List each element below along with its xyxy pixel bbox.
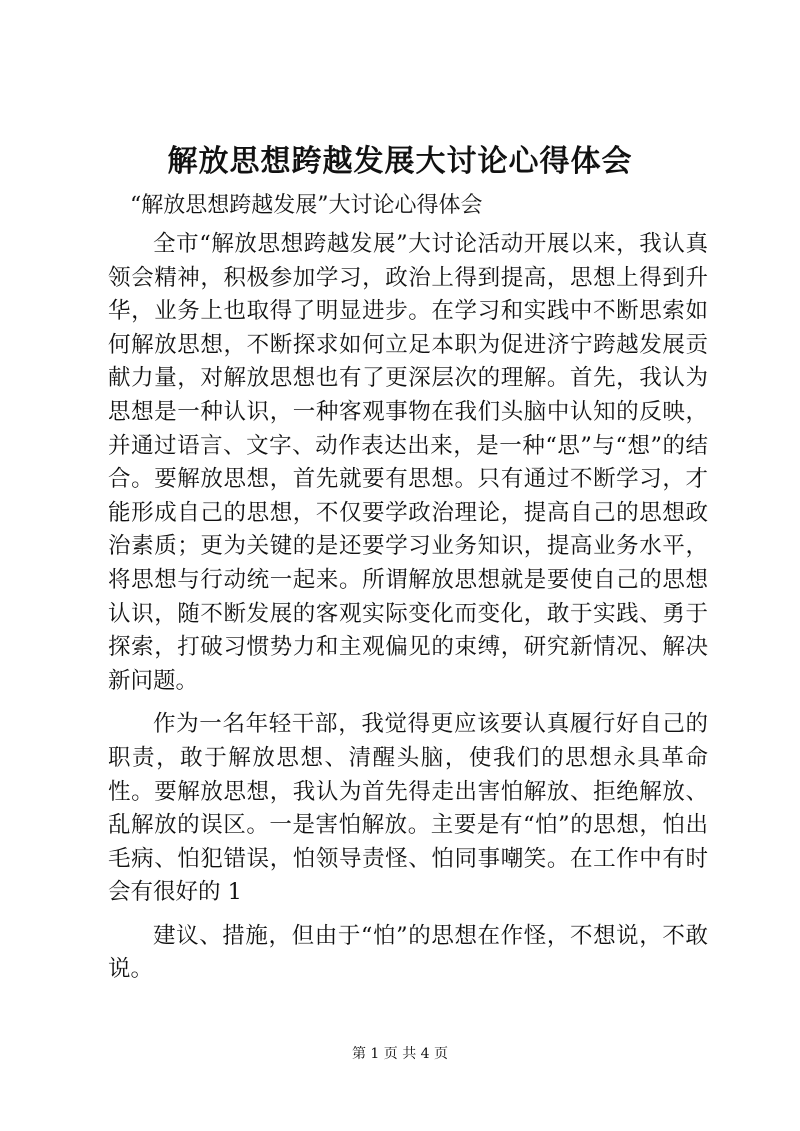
document-body <box>108 228 708 987</box>
paragraph-3: 建议、措施，但由于“怕”的思想在作怪，不想说，不敢说。 <box>108 922 708 983</box>
document-subtitle: “解放思想跨越发展”大讨论心得体会 <box>130 193 483 218</box>
document-title: 解放思想跨越发展大讨论心得体会 <box>167 144 633 179</box>
paragraph-2: 作为一名年轻干部，我觉得更应该要认真履行好自己的职责，敢于解放思想、清醒头脑，使我们的思想永具革命性。要解放思想，我认为首先得走出害怕解放、拒绝解放、乱解放的误区。一是害怕解放。主要是有“怕”的思想，怕出毛病、怕犯错误，怕领导责怪、怕同事嘲笑。在工作中有时会有很好的 1 <box>108 711 708 906</box>
page-number-footer: 第 1 页 共 4 页 <box>351 1046 449 1062</box>
paragraph-1: 全市“解放思想跨越发展”大讨论活动开展以来，我认真领会精神，积极参加学习，政治上得到提高，思想上得到升华，业务上也取得了明显进步。在学习和实践中不断思索如何解放思想，不断探求如何立足本职为促进济宁跨越发展贡献力量，对解放思想也有了更深层次的理解。首先，我认为思想是一种认识，一种客观事物在我们头脑中认知的反映，并通过语言、文字、动作表达出来，是一种“思”与“想”的结合。要解放思想，首先就要有思想。只有通过不断学习，才能形成自己的思想，不仅要学政治理论，提高自己的思想政治素质；更为关键的是还要学习业务知识，提高业务水平，将思想与行动统一起来。所谓解放思想就是要使自己的思想认识，随不断发展的客观实际变化而变化，敢于实践、勇于探索，打破习惯势力和主观偏见的束缚，研究新情况、解决新问题。 <box>108 231 708 694</box>
